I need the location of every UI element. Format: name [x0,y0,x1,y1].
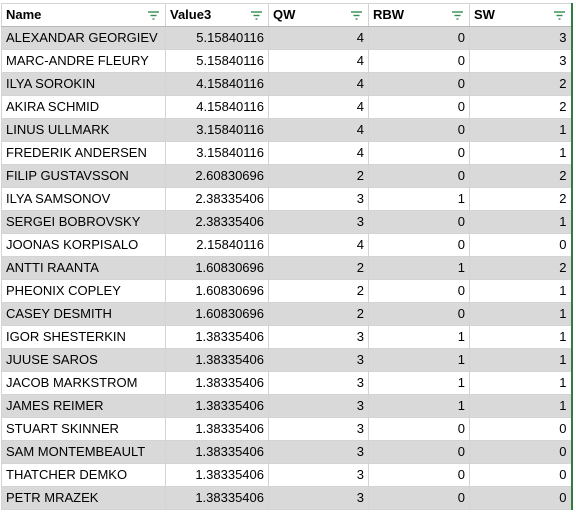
cell-qw[interactable]: 3 [269,349,369,372]
cell-value3[interactable]: 2.38335406 [166,188,269,211]
cell-name[interactable]: JOONAS KORPISALO [2,234,166,257]
cell-value3[interactable]: 5.15840116 [166,50,269,73]
column-header-qw[interactable] [269,4,369,27]
cell-rbw[interactable]: 1 [369,372,470,395]
cell-rbw[interactable]: 0 [369,303,470,326]
cell-rbw[interactable]: 1 [369,395,470,418]
cell-value3[interactable]: 2.15840116 [166,234,269,257]
cell-rbw[interactable]: 1 [369,326,470,349]
table-row [2,395,572,418]
cell-value3[interactable]: 1.60830696 [166,280,269,303]
cell-rbw[interactable]: 0 [369,441,470,464]
table-row [2,119,572,142]
table-row [2,73,572,96]
cell-name[interactable]: SAM MONTEMBEAULT [2,441,166,464]
table-body [2,27,572,510]
cell-qw[interactable]: 2 [269,303,369,326]
cell-sw[interactable]: 1 [470,326,572,349]
cell-sw[interactable]: 0 [470,234,572,257]
cell-name[interactable]: JACOB MARKSTROM [2,372,166,395]
cell-name[interactable]: ILYA SOROKIN [2,73,166,96]
cell-name[interactable]: JAMES REIMER [2,395,166,418]
cell-qw[interactable]: 3 [269,395,369,418]
cell-sw[interactable]: 2 [470,73,572,96]
cell-sw[interactable]: 2 [470,188,572,211]
table-row [2,326,572,349]
column-header-name[interactable] [2,4,166,27]
cell-sw[interactable]: 1 [470,119,572,142]
column-header-value3[interactable] [166,4,269,27]
cell-value3[interactable]: 4.15840116 [166,73,269,96]
cell-sw[interactable]: 1 [470,372,572,395]
column-header-sw[interactable] [470,4,572,27]
table-row [2,418,572,441]
cell-rbw[interactable]: 1 [369,257,470,280]
cell-qw[interactable]: 3 [269,441,369,464]
table-row [2,372,572,395]
column-header-label: SW [474,7,495,22]
cell-qw[interactable]: 3 [269,464,369,487]
cell-qw[interactable]: 4 [269,119,369,142]
cell-name[interactable]: MARC-ANDRE FLEURY [2,50,166,73]
cell-value3[interactable]: 1.38335406 [166,326,269,349]
column-header-rbw[interactable] [369,4,470,27]
cell-sw[interactable]: 1 [470,280,572,303]
cell-value3[interactable]: 1.38335406 [166,395,269,418]
cell-rbw[interactable]: 1 [369,188,470,211]
cell-name[interactable]: IGOR SHESTERKIN [2,326,166,349]
cell-sw[interactable]: 2 [470,96,572,119]
column-header-label: Value3 [170,7,212,22]
cell-name[interactable]: AKIRA SCHMID [2,96,166,119]
cell-rbw[interactable]: 1 [369,349,470,372]
cell-rbw[interactable]: 0 [369,142,470,165]
cell-name[interactable]: CASEY DESMITH [2,303,166,326]
cell-value3[interactable]: 1.60830696 [166,303,269,326]
cell-name[interactable]: SERGEI BOBROVSKY [2,211,166,234]
cell-value3[interactable]: 1.38335406 [166,464,269,487]
column-header-label: RBW [373,7,405,22]
filter-icon[interactable] [351,11,362,20]
cell-name[interactable]: ILYA SAMSONOV [2,188,166,211]
cell-sw[interactable]: 1 [470,395,572,418]
cell-value3[interactable]: 1.38335406 [166,349,269,372]
cell-name[interactable]: THATCHER DEMKO [2,464,166,487]
cell-name[interactable]: JUUSE SAROS [2,349,166,372]
cell-value3[interactable]: 4.15840116 [166,96,269,119]
cell-rbw[interactable]: 0 [369,50,470,73]
cell-sw[interactable]: 0 [470,441,572,464]
cell-sw[interactable]: 1 [470,303,572,326]
cell-sw[interactable]: 1 [470,211,572,234]
cell-sw[interactable]: 2 [470,257,572,280]
column-header-label: QW [273,7,296,22]
cell-rbw[interactable]: 0 [369,211,470,234]
data-table [1,3,573,510]
table-row [2,257,572,280]
cell-rbw[interactable]: 0 [369,119,470,142]
table-row [2,96,572,119]
cell-qw[interactable]: 3 [269,372,369,395]
cell-sw[interactable]: 3 [470,27,572,50]
cell-rbw[interactable]: 0 [369,464,470,487]
cell-value3[interactable]: 1.38335406 [166,418,269,441]
cell-qw[interactable]: 4 [269,142,369,165]
cell-rbw[interactable]: 0 [369,73,470,96]
table-row [2,142,572,165]
table-row [2,165,572,188]
table-row [2,234,572,257]
cell-rbw[interactable]: 0 [369,418,470,441]
cell-sw[interactable]: 0 [470,464,572,487]
cell-name[interactable]: FREDERIK ANDERSEN [2,142,166,165]
cell-qw[interactable]: 3 [269,326,369,349]
cell-qw[interactable]: 2 [269,280,369,303]
cell-value3[interactable]: 3.15840116 [166,142,269,165]
cell-name[interactable]: FILIP GUSTAVSSON [2,165,166,188]
cell-sw[interactable]: 1 [470,349,572,372]
column-header-label: Name [6,7,42,22]
cell-value3[interactable]: 5.15840116 [166,27,269,50]
header-row [2,4,572,27]
cell-qw[interactable]: 2 [269,165,369,188]
cell-sw[interactable]: 2 [470,165,572,188]
cell-sw[interactable]: 1 [470,142,572,165]
cell-qw[interactable]: 2 [269,257,369,280]
filter-icon[interactable] [251,11,262,20]
cell-qw[interactable]: 4 [269,234,369,257]
table-row [2,280,572,303]
cell-name[interactable]: LINUS ULLMARK [2,119,166,142]
cell-qw[interactable]: 3 [269,418,369,441]
cell-qw[interactable]: 4 [269,96,369,119]
table-row [2,188,572,211]
cell-qw[interactable]: 3 [269,487,369,510]
table-row [2,487,572,510]
table-row [2,464,572,487]
table-row [2,303,572,326]
table-row [2,211,572,234]
cell-qw[interactable]: 4 [269,73,369,96]
cell-name[interactable]: ALEXANDAR GEORGIEV [2,27,166,50]
filter-icon[interactable] [554,11,565,20]
cell-qw[interactable]: 4 [269,27,369,50]
table-row [2,50,572,73]
cell-sw[interactable]: 3 [470,50,572,73]
cell-value3[interactable]: 2.38335406 [166,211,269,234]
table-row [2,27,572,50]
cell-value3[interactable]: 2.60830696 [166,165,269,188]
cell-rbw[interactable]: 0 [369,234,470,257]
cell-rbw[interactable]: 0 [369,96,470,119]
cell-qw[interactable]: 3 [269,188,369,211]
cell-qw[interactable]: 3 [269,211,369,234]
cell-rbw[interactable]: 0 [369,165,470,188]
cell-value3[interactable]: 1.38335406 [166,441,269,464]
cell-name[interactable]: ANTTI RAANTA [2,257,166,280]
cell-rbw[interactable]: 0 [369,487,470,510]
cell-value3[interactable]: 3.15840116 [166,119,269,142]
table-row [2,349,572,372]
cell-value3[interactable]: 1.38335406 [166,487,269,510]
filter-icon[interactable] [148,11,159,20]
cell-value3[interactable]: 1.38335406 [166,372,269,395]
cell-rbw[interactable]: 0 [369,27,470,50]
table-row [2,441,572,464]
cell-qw[interactable]: 4 [269,50,369,73]
cell-sw[interactable]: 0 [470,487,572,510]
cell-value3[interactable]: 1.60830696 [166,257,269,280]
cell-name[interactable]: PETR MRAZEK [2,487,166,510]
cell-name[interactable]: STUART SKINNER [2,418,166,441]
cell-name[interactable]: PHEONIX COPLEY [2,280,166,303]
cell-sw[interactable]: 0 [470,418,572,441]
filter-icon[interactable] [452,11,463,20]
cell-rbw[interactable]: 0 [369,280,470,303]
